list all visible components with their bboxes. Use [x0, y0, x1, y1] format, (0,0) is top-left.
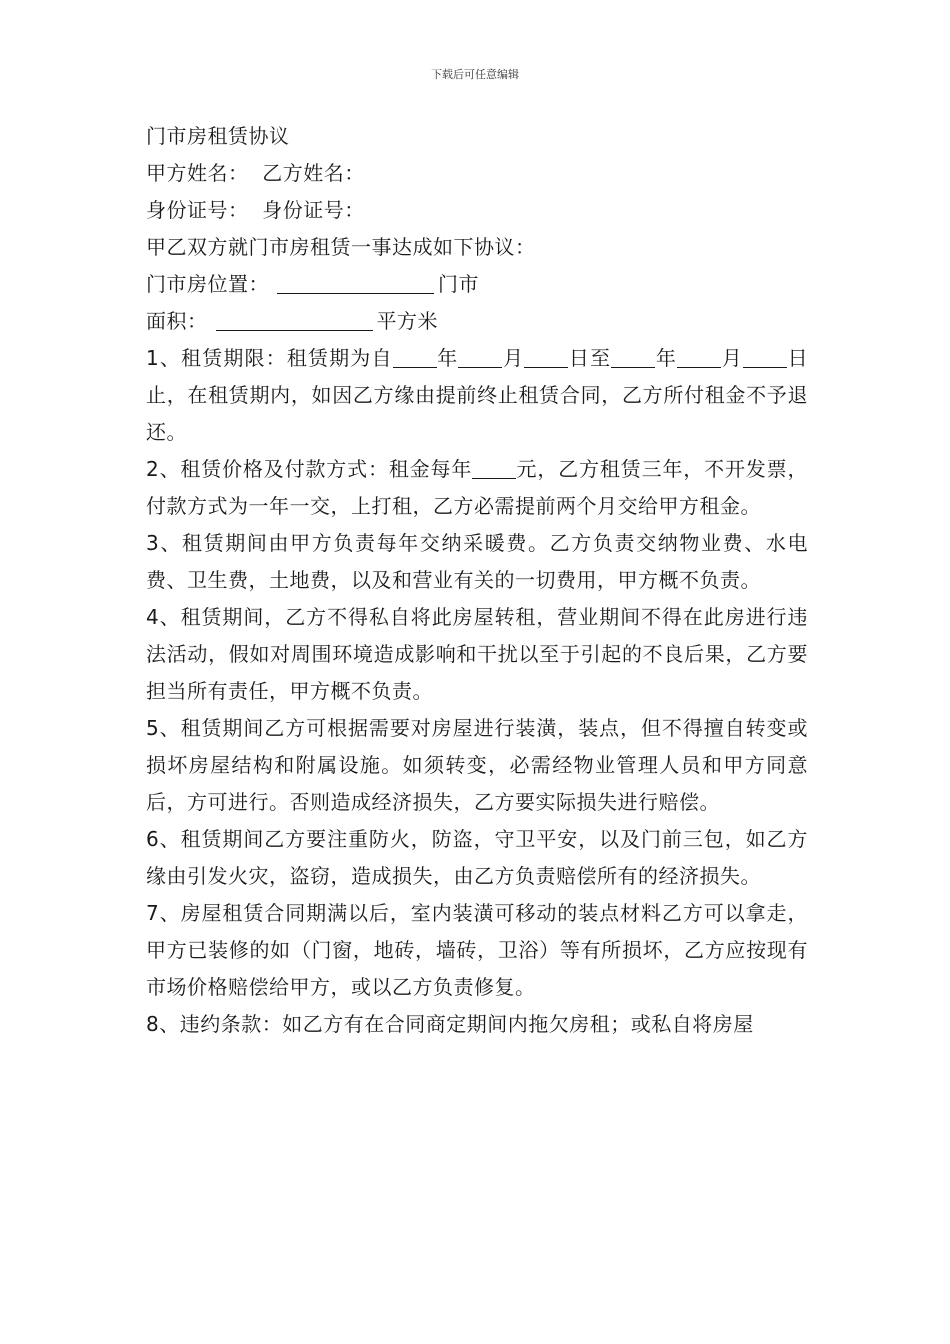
- clause-1-year-end: 年: [655, 346, 678, 370]
- start-month-blank: [458, 343, 502, 368]
- clause-1-day-to: 日至: [568, 346, 612, 370]
- area-suffix: 平方米: [376, 309, 438, 333]
- clause-2-prefix: 2、租赁价格及付款方式：租金每年: [146, 457, 473, 481]
- intro-line: 甲乙双方就门市房租赁一事达成如下协议：: [146, 235, 536, 259]
- location-suffix: 门市: [438, 272, 479, 296]
- clause-1-prefix: 1、租赁期限：租赁期为自: [146, 346, 393, 370]
- start-year-blank: [393, 343, 437, 368]
- clause-7: 7、房屋租赁合同期满以后，室内装潢可移动的装点材料乙方可以拿走，甲方已装修的如（门窗，地砖，墙砖，卫浴）等有所损坏，乙方应按现有市场价格赔偿给甲方，或以乙方负责修复。: [146, 901, 808, 999]
- location-label: 门市房位置：: [146, 272, 269, 296]
- clause-1-year: 年: [436, 346, 459, 370]
- page-header-note: 下载后可任意编辑: [431, 68, 519, 81]
- document-title: 门市房租赁协议: [146, 124, 290, 148]
- location-blank: [277, 269, 434, 294]
- clause-1-month-end: 月: [721, 346, 743, 370]
- clause-6: 6、租赁期间乙方要注重防火，防盗，守卫平安，以及门前三包，如乙方缘由引发火灾，盗窃，造成损失，由乙方负责赔偿所有的经济损失。: [146, 827, 808, 888]
- area-blank: [216, 306, 373, 331]
- clause-1: [146, 340, 808, 451]
- clause-2-rest: 元，乙方租赁三年，不开发票，付款方式为一年一交，上打租，乙方必需提前两个月交给甲方租金。: [146, 457, 808, 518]
- clause-1-rest: 日止，在租赁期内，如因乙方缘由提前终止租赁合同，乙方所付租金不予退还。: [146, 346, 809, 444]
- id-numbers-line: 身份证号： 身份证号：: [146, 198, 365, 222]
- end-day-blank: [743, 343, 787, 368]
- area-line: [146, 303, 808, 340]
- end-year-blank: [611, 343, 655, 368]
- clause-5: 5、租赁期间乙方可根据需要对房屋进行装潢，装点，但不得擅自转变或损坏房屋结构和附属设施。如须转变，必需经物业管理人员和甲方同意后，方可进行。否则造成经济损失，乙方要实际损失进行赔偿。: [146, 716, 808, 814]
- clause-1-month: 月: [502, 346, 525, 370]
- party-names-line: 甲方姓名： 乙方姓名：: [146, 161, 365, 185]
- clause-3: 3、租赁期间由甲方负责每年交纳采暖费。乙方负责交纳物业费、水电费、卫生费，土地费，以及和营业有关的一切费用，甲方概不负责。: [146, 531, 808, 592]
- end-month-blank: [677, 343, 721, 368]
- clause-2: [146, 451, 808, 525]
- rent-amount-blank: [472, 454, 516, 479]
- area-label: 面积：: [146, 309, 208, 333]
- location-line: [146, 266, 808, 303]
- clause-4: 4、租赁期间，乙方不得私自将此房屋转租，营业期间不得在此房进行违法活动，假如对周围环境造成影响和干扰以至于引起的不良后果，乙方要担当所有责任，甲方概不负责。: [146, 605, 808, 703]
- start-day-blank: [524, 343, 568, 368]
- clause-8: 8、违约条款：如乙方有在合同商定期间内拖欠房租；或私自将房屋: [146, 1012, 754, 1036]
- contract-document: [146, 118, 808, 1043]
